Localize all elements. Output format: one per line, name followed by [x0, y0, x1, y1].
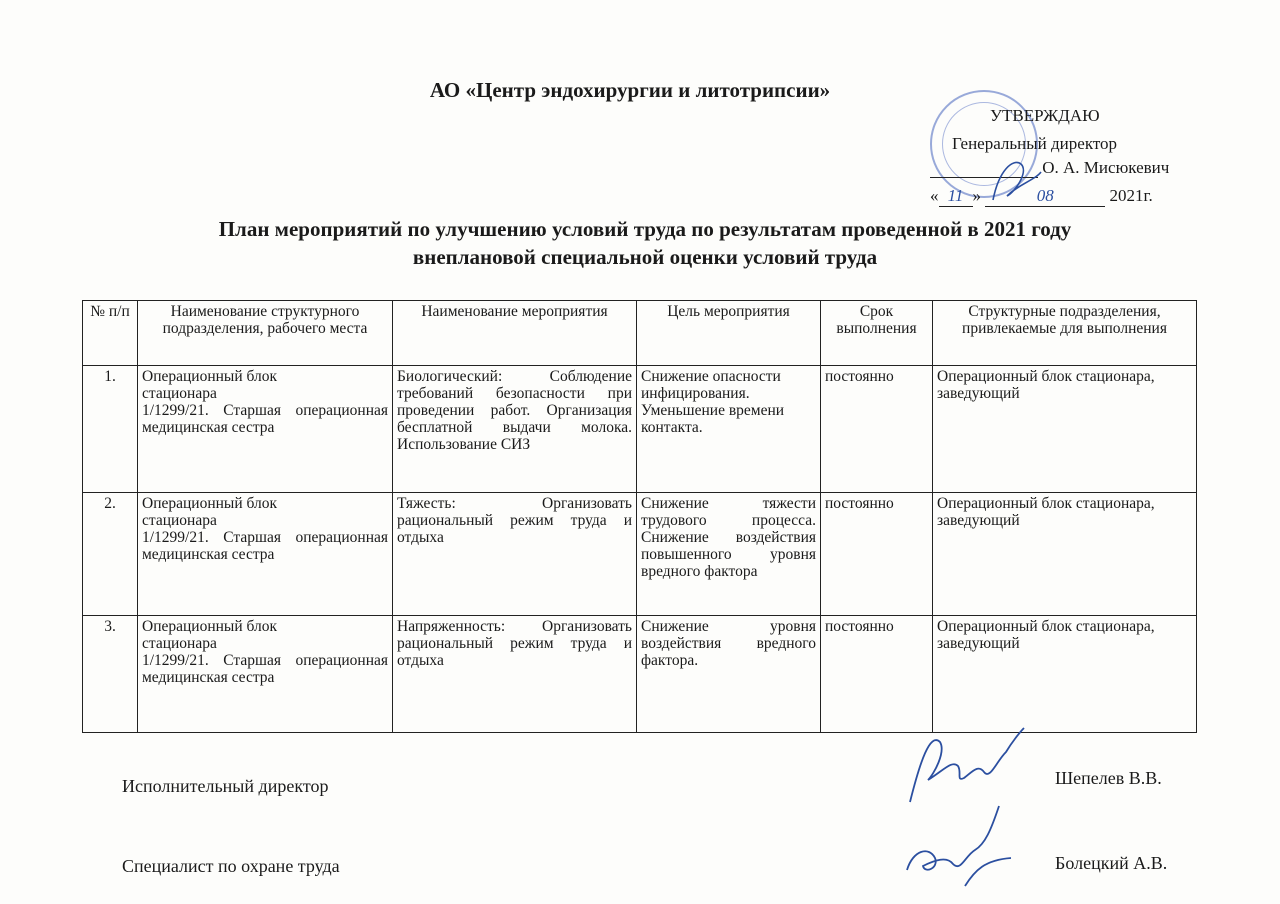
director-signature — [985, 150, 1045, 210]
row-goal: Снижение уровня воздействия вредного фактора. — [637, 616, 821, 733]
date-quote-close: » — [972, 186, 981, 205]
unit-line: Операционный блок — [142, 618, 278, 635]
safety-signature — [895, 800, 1015, 890]
measures-table — [82, 300, 1197, 733]
unit-line: стационара — [142, 512, 217, 529]
executive-signature — [900, 722, 1030, 812]
unit-line: Операционный блок — [142, 495, 278, 512]
date-year: 2021г. — [1109, 186, 1153, 205]
row-unit — [138, 493, 393, 616]
unit-line: Операционный блок — [142, 368, 278, 385]
date-quote-open: « — [930, 186, 939, 205]
row-units-involved: Операционный блок стационара, заведующий — [933, 366, 1197, 493]
unit-line: 1/1299/21. Старшая операционная медицинская сестра — [142, 652, 388, 686]
approve-word: УТВЕРЖДАЮ — [990, 106, 1100, 125]
unit-line: стационара — [142, 635, 217, 652]
row-term: постоянно — [821, 493, 933, 616]
date-month: 08 — [985, 186, 1105, 207]
organization-title: АО «Центр эндохирургии и литотрипсии» — [429, 78, 831, 102]
approval-date — [930, 186, 1210, 207]
row-goal: Снижение опасности инфицирования. Уменьшение времени контакта. — [637, 366, 821, 493]
unit-line: 1/1299/21. Старшая операционная медицинская сестра — [142, 529, 388, 563]
plan-title-line-2: внеплановой специальной оценки условий труда — [412, 245, 878, 269]
signer-name-executive: Шепелев В.В. — [1055, 768, 1162, 788]
table-header-row — [83, 301, 1197, 366]
row-units-involved: Операционный блок стационара, заведующий — [933, 616, 1197, 733]
signer-role-safety: Специалист по охране труда — [122, 856, 340, 876]
row-num: 1. — [83, 366, 138, 493]
table-row — [83, 366, 1197, 493]
table-row — [83, 493, 1197, 616]
header-term: Срок выполнения — [821, 301, 933, 366]
header-measure: Наименование мероприятия — [393, 301, 637, 366]
approver-name: О. А. Мисюкевич — [1042, 158, 1170, 177]
row-unit — [138, 366, 393, 493]
approver-name-line — [930, 158, 1210, 178]
header-num: № п/п — [83, 301, 138, 366]
table-row — [83, 616, 1197, 733]
row-num: 2. — [83, 493, 138, 616]
row-measure: Тяжесть: Организовать рациональный режим труда и отдыха — [393, 493, 637, 616]
row-goal: Снижение тяжести трудового процесса. Снижение воздействия повышенного уровня вредного фактора — [637, 493, 821, 616]
row-term: постоянно — [821, 366, 933, 493]
row-measure: Биологический: Соблюдение требований безопасности при проведении работ. Организация бесплатной выдачи молока. Использование СИЗ — [393, 366, 637, 493]
header-goal: Цель мероприятия — [637, 301, 821, 366]
row-units-involved: Операционный блок стационара, заведующий — [933, 493, 1197, 616]
row-unit — [138, 616, 393, 733]
row-measure: Напряженность: Организовать рациональный режим труда и отдыха — [393, 616, 637, 733]
unit-line: стационара — [142, 385, 217, 402]
signer-name-safety: Болецкий А.В. — [1055, 853, 1168, 873]
plan-title — [130, 215, 1160, 271]
signer-role-executive: Исполнительный директор — [122, 776, 329, 796]
row-num: 3. — [83, 616, 138, 733]
row-term: постоянно — [821, 616, 933, 733]
header-units-involved: Структурные подразделения, привлекаемые для выполнения — [933, 301, 1197, 366]
plan-title-line-1: План мероприятий по улучшению условий труда по результатам проведенной в 2021 году — [218, 217, 1072, 241]
header-unit: Наименование структурного подразделения, рабочего места — [138, 301, 393, 366]
unit-line: 1/1299/21. Старшая операционная медицинская сестра — [142, 402, 388, 436]
date-day: 11 — [939, 186, 973, 207]
approver-role: Генеральный директор — [952, 134, 1118, 153]
